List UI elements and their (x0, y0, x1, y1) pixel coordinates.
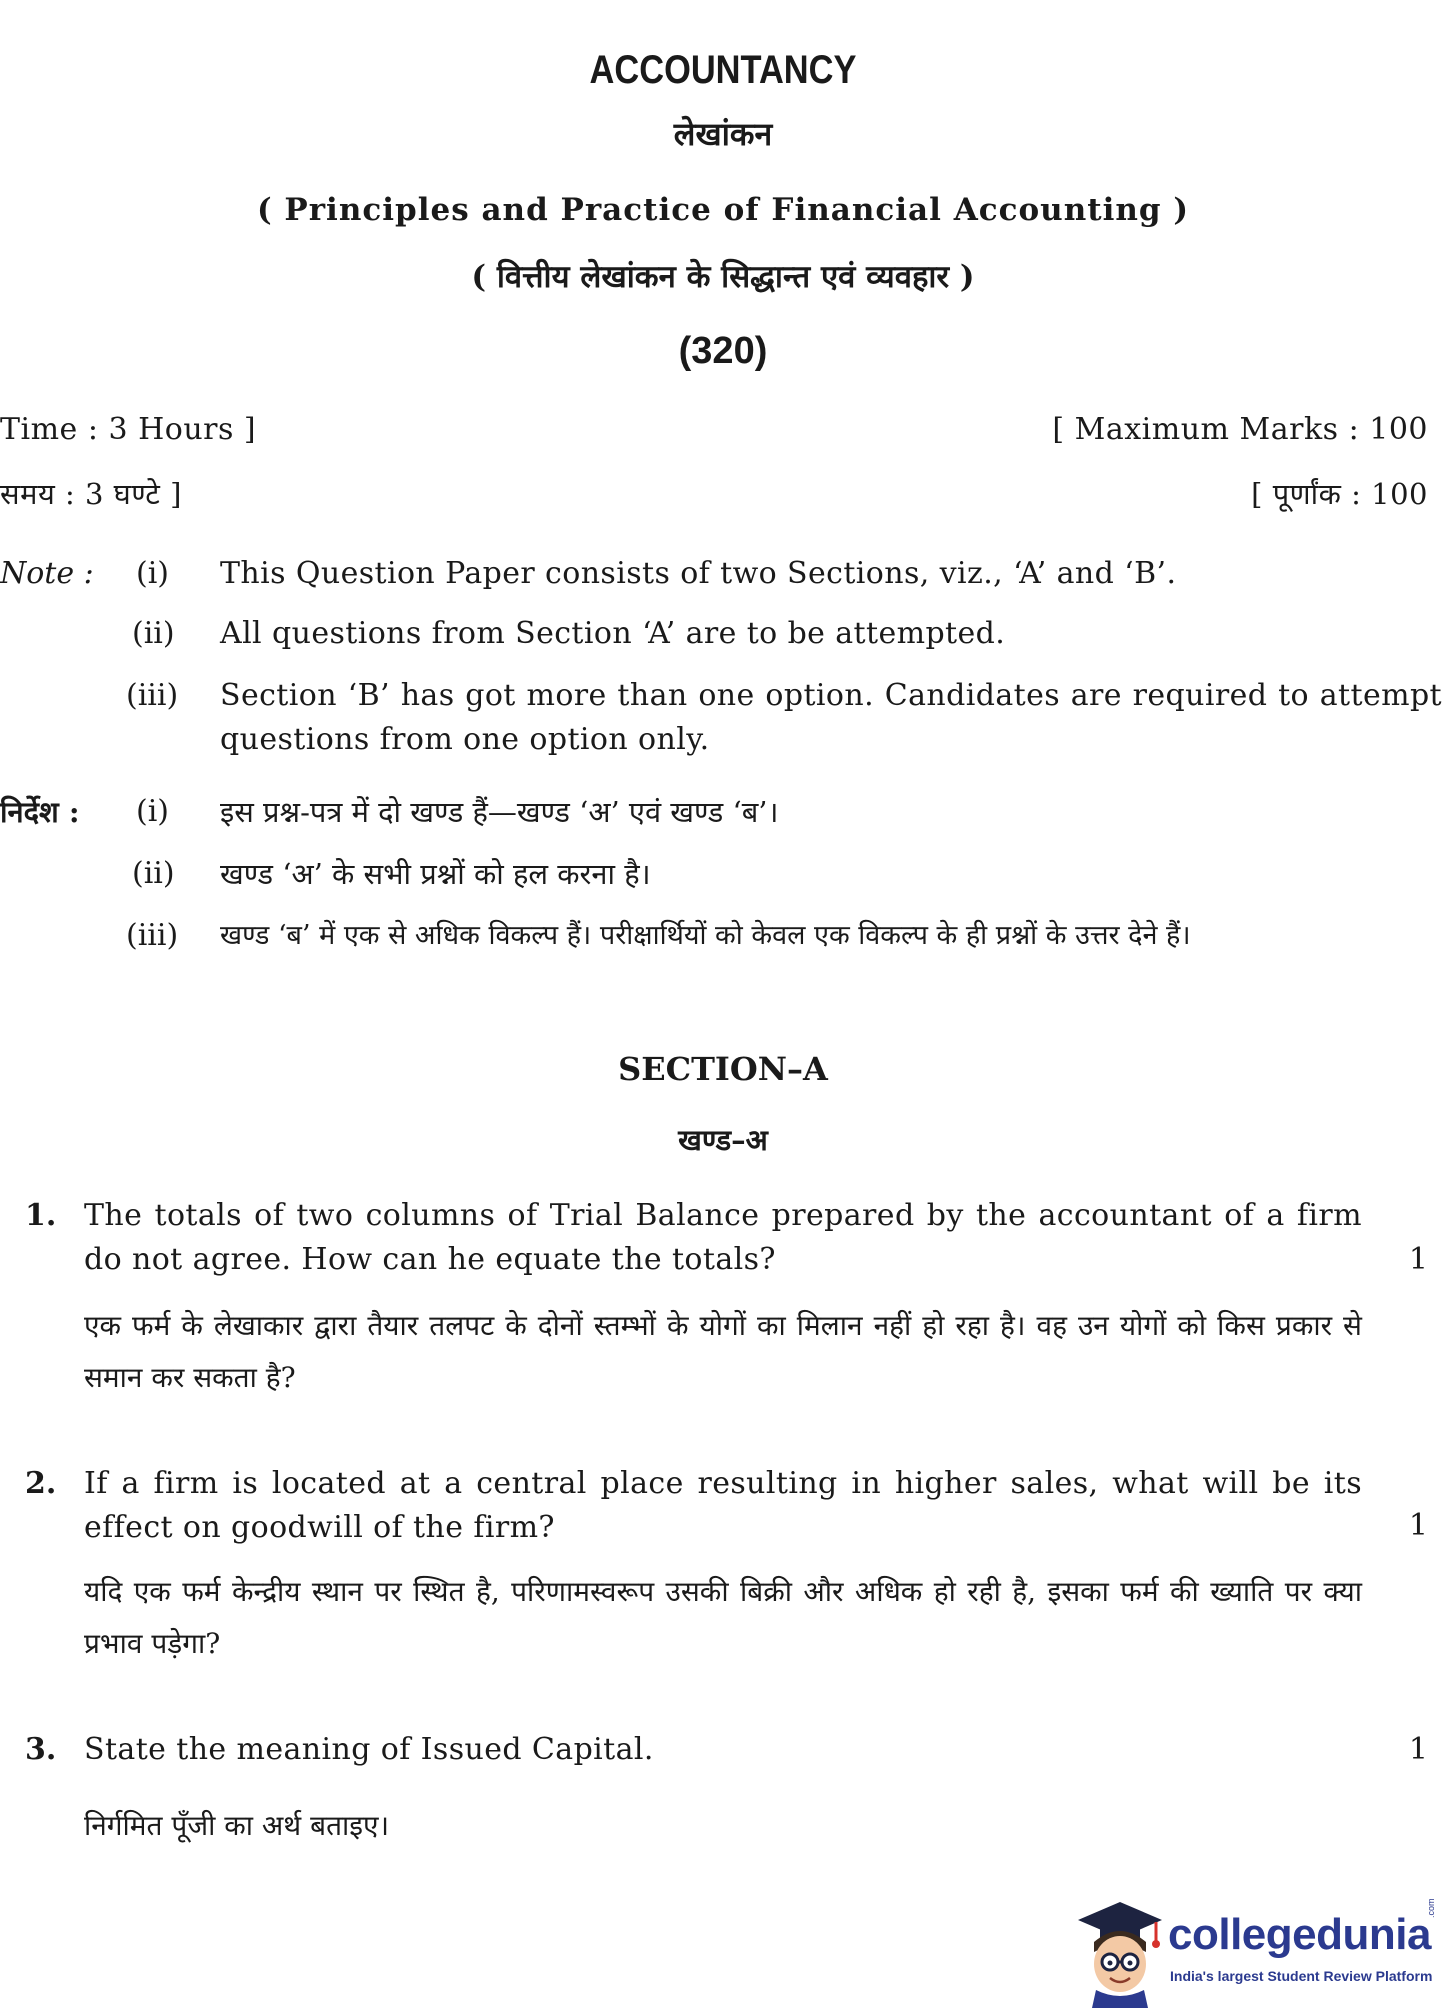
section-title-hindi: खण्ड–अ (678, 1123, 768, 1157)
logo-wordmark: collegedunia (1168, 1910, 1431, 1959)
note-number: (ii) (132, 616, 175, 651)
note-label: Note : (0, 556, 94, 591)
question-marks: 1 (1408, 1732, 1428, 1767)
note-number: (iii) (126, 678, 179, 713)
maximum-marks-hindi: [ पूर्णांक : 100 (1251, 477, 1428, 511)
maximum-marks: [ Maximum Marks : 100 (1052, 412, 1428, 447)
note-text-hindi: इस प्रश्न-पत्र में दो खण्ड हैं—खण्ड ‘अ’ एवं खण्ड ‘ब’। (220, 795, 779, 829)
paper-name-hindi: ( वित्तीय लेखांकन के सिद्धान्त एवं व्यवहार ) (471, 259, 975, 295)
question-text: The totals of two columns of Trial Balance prepared by the accountant of a firm do not agree. How can he equate the totals? (84, 1198, 1362, 1277)
note-text: Section ‘B’ has got more than one option. Candidates are required to attempt questions from one option only. (220, 678, 1442, 757)
note-text: All questions from Section ‘A’ are to be attempted. (220, 616, 1006, 651)
question-marks: 1 (1408, 1508, 1428, 1543)
question-text: If a firm is located at a central place resulting in higher sales, what will be its effect on goodwill of the firm? (84, 1466, 1362, 1545)
note-text: This Question Paper consists of two Sections, viz., ‘A’ and ‘B’. (220, 556, 1177, 591)
note-text-hindi: खण्ड ‘ब’ में एक से अधिक विकल्प हैं। परीक्षार्थियों को केवल एक विकल्प के ही प्रश्नों के उत्तर देने हैं। (220, 920, 1191, 951)
section-title: SECTION–A (618, 1050, 828, 1088)
question-text-hindi: निर्गमित पूँजी का अर्थ बताइए। (84, 1809, 390, 1842)
question-marks: 1 (1408, 1242, 1428, 1277)
subject-title: ACCOUNTANCY (589, 48, 857, 92)
collegedunia-logo (1072, 1898, 1442, 2008)
note-number: (iii) (126, 918, 179, 953)
paper-name: ( Principles and Practice of Financial Accounting ) (256, 192, 1190, 228)
note-number: (ii) (132, 856, 175, 891)
paper-code: (320) (678, 330, 768, 372)
note-text-hindi: खण्ड ‘अ’ के सभी प्रश्नों को हल करना है। (220, 857, 651, 891)
question-number: 1. (25, 1198, 57, 1233)
time-allowed: Time : 3 Hours ] (0, 412, 257, 447)
question-number: 2. (25, 1466, 57, 1501)
note-label-hindi: निर्देश : (0, 795, 80, 829)
logo-tagline: India's largest Student Review Platform (1170, 1968, 1433, 1984)
question-text-hindi: यदि एक फर्म केन्द्रीय स्थान पर स्थित है, परिणामस्वरूप उसकी बिक्री और अधिक हो रही है, इसका फर्म की ख्याति पर क्या प्रभाव पड़ेगा? (84, 1575, 1362, 1660)
logo-suffix: .com (1426, 1898, 1436, 1918)
note-number: (i) (136, 794, 170, 829)
question-number: 3. (25, 1732, 57, 1767)
question-text: State the meaning of Issued Capital. (84, 1732, 654, 1767)
student-mascot-icon (1072, 1898, 1168, 2008)
time-allowed-hindi: समय : 3 घण्टे ] (0, 477, 182, 511)
question-text-hindi: एक फर्म के लेखाकार द्वारा तैयार तलपट के दोनों स्तम्भों के योगों का मिलान नहीं हो रहा है। वह उन योगों को किस प्रकार से समान कर सकता है? (84, 1309, 1362, 1394)
subject-title-hindi: लेखांकन (673, 115, 773, 153)
note-number: (i) (136, 556, 170, 591)
